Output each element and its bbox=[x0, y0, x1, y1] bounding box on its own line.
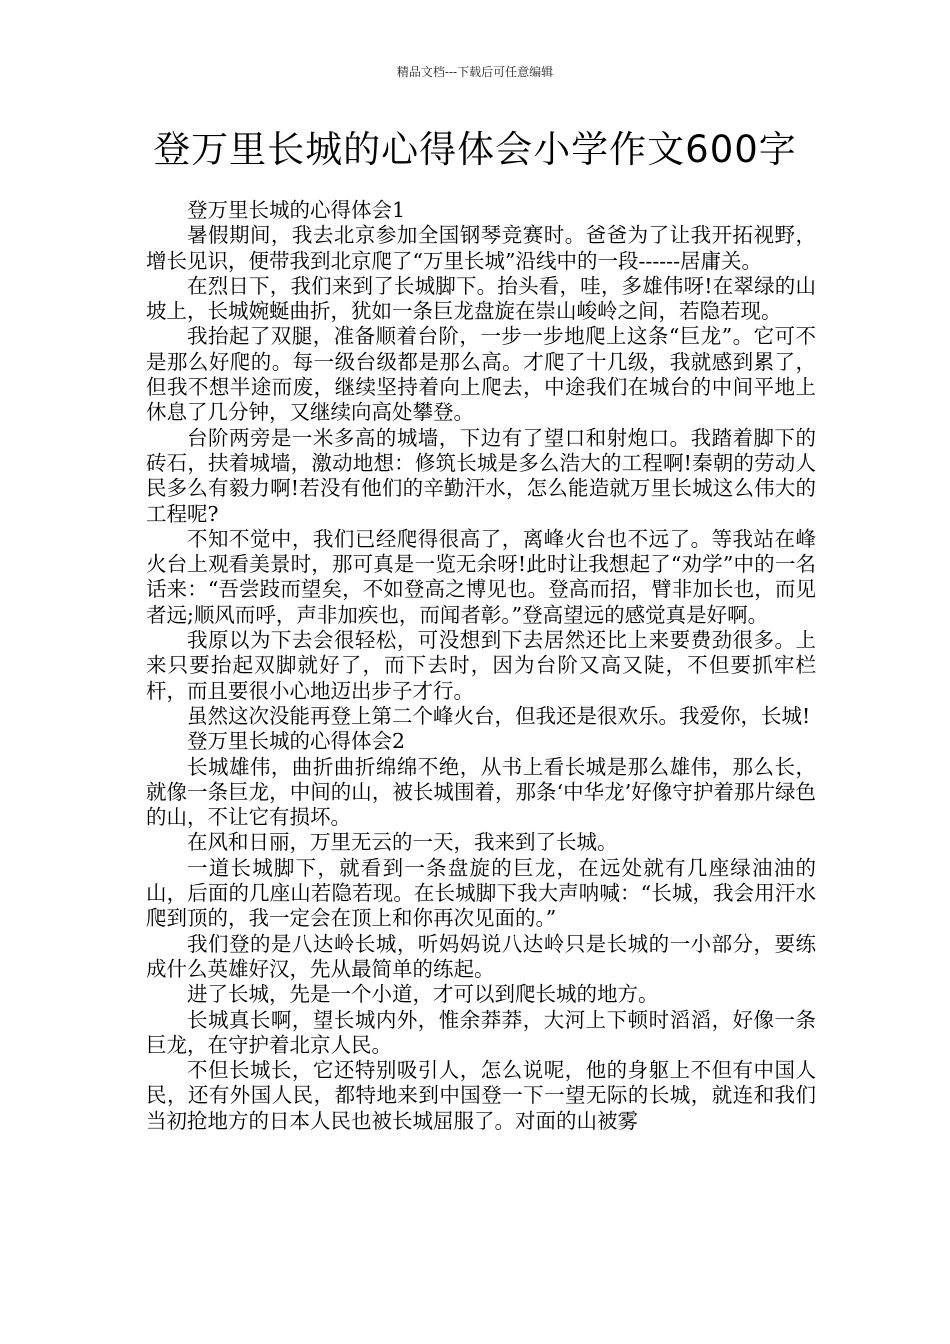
section-heading: 登万里长城的心得体会2 bbox=[187, 729, 406, 754]
header-note: 精品文档---下载后可任意编辑 bbox=[396, 65, 554, 79]
paragraph: 在烈日下，我们来到了长城脚下。抬头看，哇，多雄伟呀!在翠绿的山坡上，长城婉蜒曲折，犹如一条巨龙盘旋在崇山峻岭之间，若隐若现。 bbox=[146, 273, 816, 324]
paragraph: 虽然这次没能再登上第二个峰火台，但我还是很欢乐。我爱你，长城! bbox=[187, 703, 811, 728]
paragraph: 一道长城脚下，就看到一条盘旋的巨龙，在远处就有几座绿油油的山，后面的几座山若隐若现。在长城脚下我大声呐喊：“长城，我会用汗水爬到顶的，我一定会在顶上和你再次见面的。” bbox=[146, 855, 816, 931]
paragraph: 不但长城长，它还特别吸引人，怎么说呢，他的身躯上不但有中国人民，还有外国人民，都特地来到中国登一下一望无际的长城，就连和我们当初抢地方的日本人民也被长城屈服了。对面的山被雾 bbox=[146, 1058, 816, 1133]
paragraph: 台阶两旁是一米多高的城墙，下边有了望口和射炮口。我踏着脚下的砖石，扶着城墙，激动地想：修筑长城是多么浩大的工程啊!秦朝的劳动人民多么有毅力啊!若没有他们的辛勤汗水，怎么能造就万里长城这么伟大的工程呢? bbox=[146, 425, 816, 526]
paragraph: 我抬起了双腿，准备顺着台阶，一步一步地爬上这条“巨龙”。它可不是那么好爬的。每一级台级都是那么高。才爬了十几级，我就感到累了，但我不想半途而废，继续坚持着向上爬去，中途我们在城台的中间平地上休息了几分钟，又继续向高处攀登。 bbox=[146, 324, 816, 425]
paragraph: 暑假期间，我去北京参加全国钢琴竞赛时。爸爸为了让我开拓视野，增长见识，便带我到北京爬了“万里长城”沿线中的一段------居庸关。 bbox=[146, 223, 816, 273]
paragraph: 进了长城，先是一个小道，才可以到爬长城的地方。 bbox=[187, 982, 659, 1007]
document-title: 登万里长城的心得体会小学作文600字 bbox=[153, 128, 797, 171]
section-heading: 登万里长城的心得体会1 bbox=[187, 198, 406, 222]
paragraph: 我们登的是八达岭长城，听妈妈说八达岭只是长城的一小部分，要练成什么英雄好汉，先从最简单的练起。 bbox=[146, 931, 816, 981]
paragraph: 长城真长啊，望长城内外，惟余莽莽，大河上下顿时滔滔，好像一条巨龙，在守护着北京人民。 bbox=[146, 1007, 816, 1057]
paragraph: 不知不觉中，我们已经爬得很高了，离峰火台也不远了。等我站在峰火台上观看美景时，那可真是一览无余呀!此时让我想起了“劝学”中的一名话来：“吾尝跂而望矣，不如登高之博见也。登高而招，臂非加长也，而见者远;顺风而呼，声非加疾也，而闻者彰。”登高望远的感觉真是好啊。 bbox=[146, 526, 816, 627]
paragraph: 我原以为下去会很轻松，可没想到下去居然还比上来要费劲很多。上来只要抬起双脚就好了，而下去时，因为台阶又高又陡，不但要抓牢栏杆，而且要很小心地迈出步子才行。 bbox=[146, 628, 816, 703]
document-body bbox=[146, 198, 816, 1134]
paragraph: 长城雄伟，曲折曲折绵绵不绝，从书上看长城是那么雄伟，那么长，就像一条巨龙，中间的山，被长城围着，那条‘中华龙’好像守护着那片绿色的山，不让它有损坏。 bbox=[146, 754, 816, 830]
paragraph: 在风和日丽，万里无云的一天，我来到了长城。 bbox=[187, 830, 618, 855]
